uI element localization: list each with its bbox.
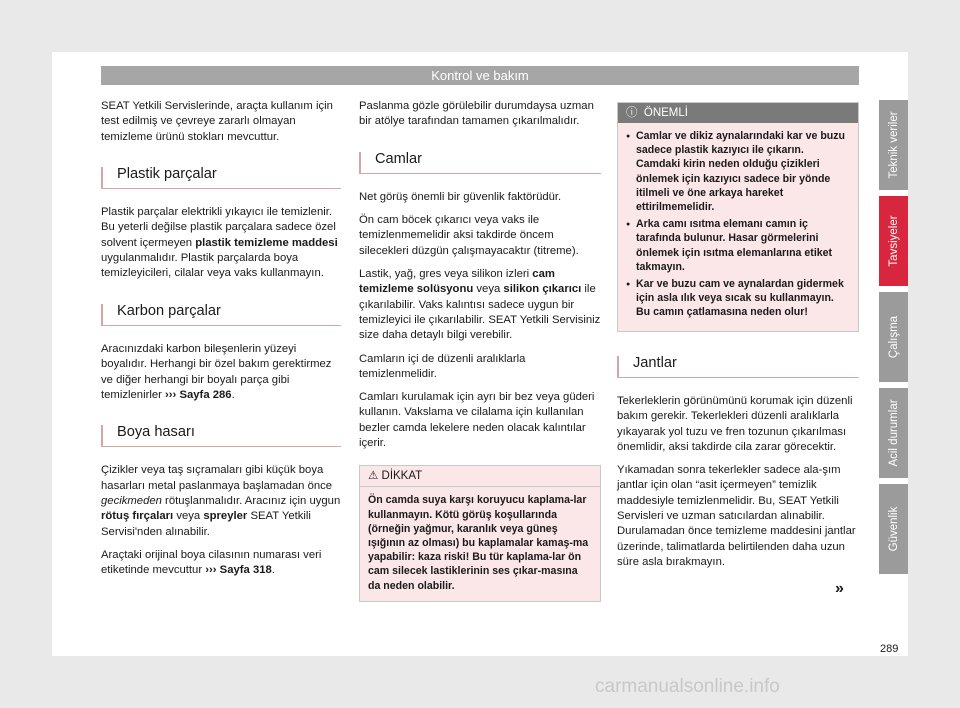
important-body bbox=[618, 123, 858, 331]
important-header: ⓘ ÖNEMLİ bbox=[618, 103, 858, 123]
page-reference-link[interactable]: ››› Sayfa 318 bbox=[205, 564, 272, 577]
section-title-paint: Boya hasarı bbox=[101, 425, 341, 447]
intro-paragraph: SEAT Yetkili Servislerinde, araçta kullanım için test edilmiş ve çevreye zararlı olmayan temizleme ürünü stokları mevcuttur. bbox=[101, 100, 333, 143]
section-title-plastic: Plastik parçalar bbox=[101, 167, 341, 189]
rims-paragraph-1: Tekerleklerin görünümünü korumak için düzenli bakım gerekir. Tekerlekleri düzenli aralıklarla yıkayarak yol tuzu ve fren tozunun çıkarılması önemlidir, aksi takdirde cila zarar görecektir. bbox=[617, 394, 853, 453]
column-2 bbox=[359, 99, 601, 602]
tab-tavsiyeler[interactable]: Tavsiyeler bbox=[879, 196, 908, 286]
caution-text: Ön camda suya karşı koruyucu kaplama-lar kullanmayın. Kötü görüş koşullarında (örneğin yağmur, karanlık veya güneş ışığının az olması) bu kaplamalar kamaş-ma yapabilir: kaza riski! Bu tür kaplama-lar ön cam silecek lastiklerinin ses çıkar-masına da neden olabilir. bbox=[368, 494, 589, 592]
tab-calisma[interactable]: Çalışma bbox=[879, 292, 908, 382]
page-number: 289 bbox=[880, 643, 899, 655]
caution-header: ⚠ DİKKAT bbox=[360, 466, 600, 487]
rims-paragraph-2: Yıkamadan sonra tekerlekler sadece ala-şım jantlar için olan “asit içermeyen” temizlik maddesiyle temizlenmelidir. Bu, SEAT Yetkili Servisleri ve uzman satıcılardan alınabilir. Durulamadan önce temizleme maddesini jantlar üzerinde, talimatlarda belirtilenden daha uzun süre asla bırakmayın. bbox=[617, 464, 856, 568]
column-3 bbox=[617, 102, 859, 578]
important-item: ● Camlar ve dikiz aynalarındaki kar ve buzu sadece plastik kazıyıcı ile çıkarın. Camdaki kirin neden olduğu çizikleri önlemek için kazıyıcı sadece bir yönde itilmeli ve öne arkaya hareket ettirilmemelidir. bbox=[626, 129, 850, 214]
important-box bbox=[617, 102, 859, 332]
section-title-glass: Camlar bbox=[359, 152, 601, 174]
glass-paragraph-3: Lastik, yağ, gres veya silikon izleri cam temizleme solüsyonu veya silikon çıkarıcı ile çıkarılabilir. Vaks kalıntısı sadece uygun bir temizleyici ile çıkarılabilir. SEAT Yetkili Servisiniz size daha detaylı bilgi verebilir. bbox=[359, 268, 601, 342]
paint-number-paragraph: Araçtaki orijinal boya cilasının numarası veri etiketinde mevcuttur ››› Sayfa 318. bbox=[101, 548, 322, 577]
glass-paragraph-4: Camların içi de düzenli aralıklarla temizlenmelidir. bbox=[359, 352, 526, 380]
section-title-carbon: Karbon parçalar bbox=[101, 304, 341, 326]
section-title-rims: Jantlar bbox=[617, 356, 859, 378]
caution-box bbox=[359, 465, 601, 601]
column-1 bbox=[101, 99, 341, 587]
page-header: Kontrol ve bakım bbox=[101, 66, 859, 85]
info-circle-icon: ⓘ bbox=[626, 107, 638, 119]
tab-guvenlik[interactable]: Güvenlik bbox=[879, 484, 908, 574]
carbon-paragraph: Aracınızdaki karbon bileşenlerin yüzeyi boyalıdır. Herhangi bir özel bakım gerektirmez ve diğer herhangi bir boyalı parça gibi temizlenirler ››› Sayfa 286. bbox=[101, 342, 332, 401]
watermark: carmanualsonline.info bbox=[595, 676, 780, 697]
important-item: ● Arka camı ısıtma elemanı camın iç tarafında bulunur. Hasar görmelerini önlemek için ısıtma elemanlarına etiket takmayın. bbox=[626, 217, 850, 274]
warning-triangle-icon: ⚠ bbox=[368, 470, 379, 483]
glass-paragraph-2: Ön cam böcek çıkarıcı veya vaks ile temizlenmemelidir aksi takdirde öncem silecekleri düzgün çalışmayacaktır (titreme). bbox=[359, 214, 579, 257]
tab-acil-durumlar[interactable]: Acil durumlar bbox=[879, 388, 908, 478]
glass-paragraph-1: Net görüş önemli bir güvenlik faktörüdür. bbox=[359, 190, 562, 203]
continue-arrow-icon: » bbox=[835, 580, 844, 597]
tab-teknik-veriler[interactable]: Teknik veriler bbox=[879, 100, 908, 190]
glass-paragraph-5: Camları kurulamak için ayrı bir bez veya güderi kullanın. Vakslama ve cilalama için kullanılan bezler camda lekelere neden olacak kalıntılar içerir. bbox=[359, 391, 595, 450]
important-item: ● Kar ve buzu cam ve aynalardan gidermek için asla ılık veya sıcak su kullanmayın. Bu camın çatlamasına neden olur! bbox=[626, 277, 850, 320]
plastic-paragraph: Plastik parçalar elektrikli yıkayıcı ile temizlenir. Bu yeterli değilse plastik parçalara sadece özel solvent içermeyen plastik temizleme maddesi uygulanmalıdır. Plastik parçalarda boya temizleyicileri, cilalar veya vaks kullanmayın. bbox=[101, 206, 338, 280]
rust-paragraph: Paslanma gözle görülebilir durumdaysa uzman bir atölye tarafından tamamen çıkarılmalıdır. bbox=[359, 100, 594, 128]
paint-paragraph: Çizikler veya taş sıçramaları gibi küçük boya hasarları metal paslanmaya başlamadan önce gecikmeden rötuşlanmalıdır. Aracınız için uygun rötuş fırçaları veya spreyler SEAT Yetkili Servisi'nden alınabilir. bbox=[101, 464, 341, 538]
page-reference-link[interactable]: ››› Sayfa 286 bbox=[165, 388, 232, 401]
